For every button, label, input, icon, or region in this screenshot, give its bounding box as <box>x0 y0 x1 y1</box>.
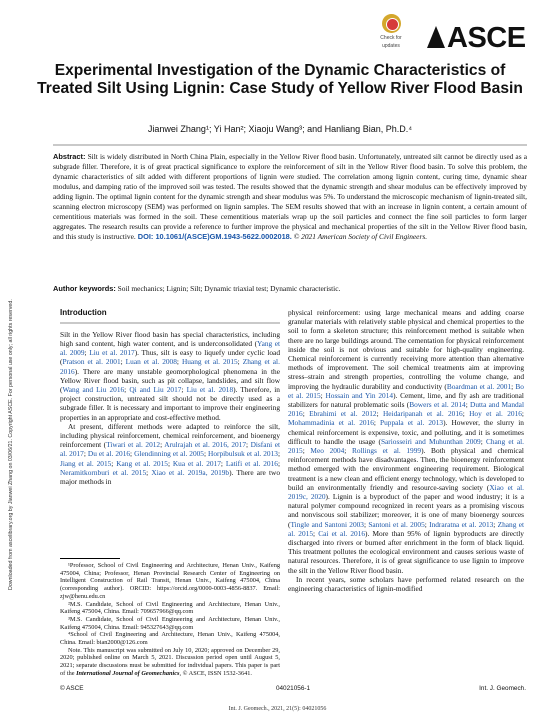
citation-link[interactable]: Meo 2004 <box>310 446 345 456</box>
paragraph-text: ; <box>84 348 90 358</box>
journal-name: International Journal of Geomechanics <box>76 669 180 677</box>
footer-copyright: © ASCE <box>60 685 84 692</box>
citation-link[interactable]: Neramitkornburi et al. 2015 <box>60 467 147 477</box>
note-tail: , © ASCE, ISSN 1532-3641. <box>179 669 252 677</box>
citation-link[interactable]: Liu et al. 2018 <box>186 384 234 394</box>
author-list: Jianwei Zhang¹; Yi Han²; Xiaoju Wang³; and Hanliang Bian, Ph.D.⁴ <box>147 124 413 134</box>
citation-link[interactable]: Heidaripanah et al. 2016 <box>382 409 463 419</box>
paragraph-text: ). Lignin is a byproduct of the paper and wood industry; it is a natural polymer compound recognized in recent years as a promising viscous and nonviscous soil stabilizer; moreover, it is one of many bioenergy sources ( <box>288 492 524 529</box>
note-text: Note. This manuscript was submitted on July 10, 2020; approved on December 29, 2020; published online on March 5, 2021. Discussion period open until August 5, 2021; separate discussions must be submitted for individual papers. This paper is part of the <box>60 646 280 677</box>
crossmark-icon <box>382 14 401 33</box>
keywords-label: Author keywords: <box>53 284 116 293</box>
citation-link[interactable]: Xiao et al. 2019a, 2019b <box>151 467 230 477</box>
intro-paragraph-1 <box>60 330 280 422</box>
paragraph-text: ; <box>313 528 319 538</box>
citation-link[interactable]: Jiang et al. 2015 <box>60 458 112 468</box>
intro-paragraph-4: In recent years, some scholars have performed related research on the engineering characteristics of lignin-modified <box>288 574 524 594</box>
paragraph-text: ; <box>376 409 383 419</box>
paragraph-text: ; <box>146 467 152 477</box>
footer-journal: Int. J. Geomech. <box>479 685 526 692</box>
paragraph-text: ; <box>203 449 209 459</box>
paragraph-text: ; <box>167 458 173 468</box>
footnote-1: ¹Professor, School of Civil Engineering and Architecture, Henan Univ., Kaifeng 475004, China; Professor, Henan Provincial Research Center of Engineering on Intelligent Construction of Rail Transit, Henan Univ., Kaifeng 475004, China (corresponding author). ORCID: https://orcid.org/0000-0003-4856-8837. Email: zjw@henu.edu.cn <box>60 562 280 600</box>
citation-link[interactable]: Ebrahimi et al. 2012 <box>309 409 377 419</box>
paragraph-text: ; <box>124 384 130 394</box>
citation-link[interactable]: Glendinning et al. 2005 <box>134 449 204 459</box>
paragraph-text: ; <box>277 449 280 459</box>
citation-link[interactable]: Liu et al. 2017 <box>89 348 135 358</box>
paragraph-text: ; <box>176 357 182 367</box>
paragraph-text: ; <box>480 436 486 446</box>
citation-link[interactable]: Tingle and Santoni 2003 <box>290 519 364 529</box>
check-for-updates-line1: Check for <box>380 35 402 41</box>
right-column <box>288 308 524 593</box>
citation-link[interactable]: Pratson et al. 2001 <box>62 357 121 367</box>
paragraph-text: ). There are two major methods in <box>60 467 281 486</box>
footnote-4: ⁴School of Civil Engineering and Architecture, Henan Univ., Kaifeng 475004, China. Email: bian2000@126.com <box>60 631 280 647</box>
paragraph-text: ). Both physical and chemical reinforcement methods have disadvantages. Then, the bioenergy reinforcement method emerged with the environment engineering requirement. Biological treatment is a new clean and efficient energy technology, which is developed to build an environmentally friendly and resource-saving society ( <box>288 446 524 492</box>
citation-link[interactable]: Tiwari et al. 2012 <box>106 440 161 450</box>
paragraph-text: ; <box>521 409 524 419</box>
section-rule <box>60 322 280 324</box>
download-notice-text: Downloaded from ascelibrary.org by Jianwei Zhang on 03/06/21. Copyright ASCE. For personal use only; all rights reserved. <box>8 299 14 590</box>
paragraph-text: ; <box>246 440 251 450</box>
check-for-updates-line2: updates <box>382 43 400 49</box>
paragraph-text: ; <box>424 519 430 529</box>
intro-paragraph-3 <box>288 308 524 575</box>
citation-link[interactable]: Indraratna et al. 2013 <box>429 519 494 529</box>
keywords-text: Soil mechanics; Lignin; Silt; Dynamic triaxial test; Dynamic characteristic. <box>115 284 341 293</box>
paragraph-text: ). Thus, silt is easy to liquefy under cyclic load ( <box>60 348 280 367</box>
paragraph-text: ; <box>363 519 369 529</box>
paragraph-text: ). More than 95% of lignin byproducts are directly discharged into rivers or burned after enrichment in the form of black liquid. This treatment pollutes the ecological environment and causes serious waste of natural resources. Therefore, it is of great significance to use lignin to improve the silt in the Yellow River flood basin. <box>288 528 524 575</box>
footnote-3: ³M.S. Candidate, School of Civil Engineering and Architecture, Henan Univ., Kaifeng 475004, China. Email: 945327643@qq.com <box>60 615 280 631</box>
abstract-text: Silt is widely distributed in North China Plain, especially in the Yellow River flood basin. Unfortunately, untreated silt cannot be directly used as a subgrade filler. Therefore, it is of great practical significance to explore the reinforcement of silt in the Yellow River flood basin. To solve this problem, the dynamic characteristics of silt added with different proportions of lignin were studied. The correlation among lignin content, curing time, dynamic shear modulus, and damping ratio of the improved soil was tested. The results showed that the dynamic strength and shear modulus can be effectively improved by adding lignin. The optimal lignin content for the dynamic strength and shear modulus was 5%. To understand the microscopic mechanism of lignin-treated silt, scanning electron microscopy (SEM) was performed on lignin samples. The SEM results showed that with an increase in lignin content, a certain amount of cementitious materials was formed in the soil. These cementitious materials wrap up the soil particles and connect the fine soil particles to form larger aggregates. The research results can provide a reference to further improve the physical and mechanical properties of the silt in the Yellow River flood basin, and this study is instructive. <box>53 152 527 241</box>
citation-link[interactable]: Wang and Liu 2016 <box>62 384 125 394</box>
citation-link[interactable]: Dutta and Mandal 2016 <box>288 400 524 419</box>
citation-link[interactable]: Zhang et al. 2016 <box>60 357 280 376</box>
citation-link[interactable]: Horpibulsuk et al. 2013 <box>208 449 278 459</box>
citation-link[interactable]: Huang et al. 2015 <box>181 357 238 367</box>
paragraph-text: ). However, the slurry in chemical reinforcement is expensive, toxic, and polluting, and it is sometimes difficult to handle the usage ( <box>288 418 524 446</box>
citation-link[interactable]: Luan et al. 2008 <box>125 357 177 367</box>
paragraph-text: ; <box>465 400 471 410</box>
abstract-divider <box>53 144 527 146</box>
paragraph-text: physical reinforcement: using large mechanical means and adding coarse granular materials with relatively stable physical and chemical properties to the soil to form a skeleton structure; this reinforcement method is suitable when there are no large buildings around. The cementation for physical reinforcement inside the soil is not obvious and suitable for high-quality engineering. Chemical reinforcement is currently receiving more attention than alternative methods of improvement. The soil chemical treatments aim at improving stress–strain and strength properties, controlling the volume change, and improving the hydraulic durability and conductivity ( <box>288 308 524 391</box>
paragraph-text: ; <box>511 381 516 391</box>
citation-link[interactable]: Yang et al. 2009 <box>60 338 280 358</box>
asce-logo <box>427 22 526 55</box>
footnotes <box>60 562 280 678</box>
citation-link[interactable]: Disfani et al. 2017 <box>60 440 280 459</box>
introduction-heading: Introduction <box>60 308 107 317</box>
intro-paragraph-2 <box>60 422 280 486</box>
abstract <box>53 152 527 242</box>
citation-line: Int. J. Geomech., 2021, 21(5): 04021056 <box>228 706 327 712</box>
citation-link[interactable]: Sariosseiri and Muhunthan 2009 <box>380 436 481 446</box>
citation-link[interactable]: Santoni et al. 2005 <box>368 519 425 529</box>
citation-link[interactable]: Bowers et al. 2014 <box>409 400 466 410</box>
citation-link[interactable]: Rollings et al. 1999 <box>352 446 422 456</box>
citation-link[interactable]: Zhang et al. 2015 <box>288 519 524 538</box>
footnote-rule <box>60 558 120 559</box>
paragraph-text: ). There are many unstable geomorphological phenomena in the Yellow River flood basin, such as pit collapse, landslides, and silt flow ( <box>60 366 280 394</box>
paper-title: Experimental Investigation of the Dynamic Characteristics of Treated Silt Using Lignin: Case Study of Yellow River Flood Basin <box>37 62 523 97</box>
paragraph-text: ). Therefore, in project construction, untreated silt should not be directly used as a subgrade filler. It is necessary and important to improve their engineering properties in an appropriate and cost-effective method. <box>60 384 280 422</box>
paragraph-text: ; <box>111 458 117 468</box>
paragraph-text: ; <box>344 446 352 456</box>
paragraph-text: At present, different methods were adapted to reinforce the silt, including physical reinforcement, chemical reinforcement, and bioenergy reinforcement ( <box>60 421 280 450</box>
citation-link[interactable]: Chang et al. 2015 <box>288 436 524 456</box>
paragraph-text: ; <box>130 449 135 459</box>
citation-link[interactable]: Xiao et al. 2019c, 2020 <box>288 482 524 502</box>
paragraph-text: ; <box>277 458 280 468</box>
doi-link[interactable]: DOI: 10.1061/(ASCE)GM.1943-5622.0002018. <box>135 232 292 241</box>
check-for-updates-badge[interactable] <box>372 14 410 54</box>
asce-logo-text: ASCE <box>447 22 526 54</box>
citation-link[interactable]: Mohammadinia et al. 2016 <box>288 418 374 428</box>
paragraph-text: ; <box>462 409 470 419</box>
citation-link[interactable]: Hoy et al. 2016 <box>469 409 522 419</box>
citation-link[interactable]: Cai et al. 2016 <box>318 528 366 538</box>
paragraph-text: ; <box>493 519 498 529</box>
citation-link[interactable]: Kua et al. 2017 <box>172 458 221 468</box>
paragraph-text: Silt in the Yellow River flood basin has special characteristics, including high sand content, high water content, and is underconsolidated ( <box>60 329 280 348</box>
left-column <box>60 308 280 486</box>
citation-link[interactable]: Kang et al. 2015 <box>116 458 168 468</box>
paragraph-text: ; <box>237 357 243 367</box>
paragraph-text: ; <box>220 458 226 468</box>
footer-page-id: 04021056-1 <box>275 685 311 692</box>
paragraph-text: ; <box>302 409 310 419</box>
abstract-label: Abstract: <box>53 152 86 161</box>
paragraph-text: ; <box>181 384 187 394</box>
paragraph-text: ; <box>83 449 88 459</box>
citation-link[interactable]: Puppala et al. 2013 <box>380 418 444 428</box>
copyright-line: © 2021 American Society of Civil Engineers. <box>291 232 428 241</box>
paragraph-text: ; <box>320 390 326 400</box>
citation-link[interactable]: Hossain and Yin 2014 <box>325 390 394 400</box>
download-notice <box>6 150 18 670</box>
paragraph-text: ; <box>120 357 126 367</box>
citation-link[interactable]: Latifi et al. 2016 <box>225 458 278 468</box>
citation-link[interactable]: Qi and Liu 2017 <box>129 384 182 394</box>
footnote-2: ²M.S. Candidate, School of Civil Engineering and Architecture, Henan Univ., Kaifeng 475004, China. Email: 709657966@qq.com <box>60 600 280 616</box>
paragraph-text: ; <box>302 446 311 456</box>
asce-triangle-icon <box>427 26 445 48</box>
paragraph-text: ; <box>373 418 381 428</box>
author-keywords <box>53 284 527 293</box>
submission-note <box>60 647 280 678</box>
citation-link[interactable]: Boardman et al. 2001 <box>446 381 512 391</box>
citation-link[interactable]: Du et al. 2016 <box>87 449 131 459</box>
paragraph-text: ). Cement, lime, and fly ash are traditional stabilizers for natural problematic soils ( <box>288 390 524 410</box>
citation-link[interactable]: Arulrajah et al. 2016, 2017 <box>164 440 247 450</box>
citation-link[interactable]: Bo et al. 2015 <box>288 381 524 400</box>
paragraph-text: ; <box>160 440 165 450</box>
